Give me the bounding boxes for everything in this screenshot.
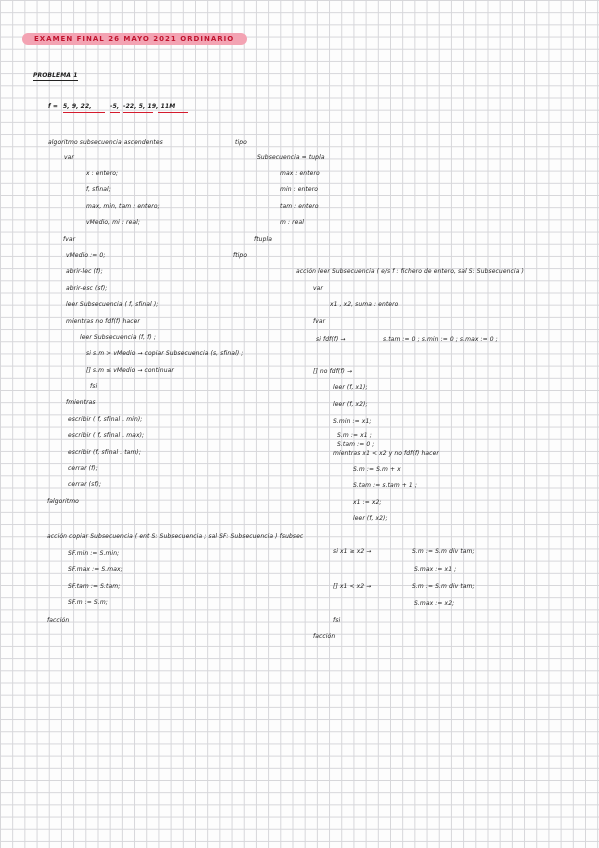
code-line: fsi	[90, 383, 98, 390]
code-line: S.m := S.m div tam;	[412, 583, 475, 590]
code-line: fmientras	[66, 399, 96, 406]
code-line: si fdf(f) →	[316, 336, 346, 343]
code-line: var	[64, 154, 74, 161]
code-line: si x1 ≥ x2 →	[333, 548, 372, 555]
code-line: escribir ( f, sfinal . min);	[68, 416, 143, 423]
code-line: algoritmo subsecuencia ascendentes	[48, 139, 163, 146]
code-line: abrir-lec (f);	[66, 268, 103, 275]
exam-title: EXAMEN FINAL 26 MAYO 2021 ORDINARIO	[34, 35, 235, 43]
code-line: max : entero	[280, 170, 320, 177]
code-line: abrir-esc (sf);	[66, 285, 108, 292]
code-line: SF.max := S.max;	[68, 566, 123, 573]
code-line: SF.m := S.m;	[68, 599, 108, 606]
code-line: x1 , x2, suma : entero	[330, 301, 399, 308]
red-underline	[110, 112, 120, 113]
code-line: S.min := x1;	[333, 418, 372, 425]
code-line: s.tam := 0 ; s.min := 0 ; s.max := 0 ;	[383, 336, 498, 343]
code-line: fvar	[313, 318, 326, 325]
code-line: S.m := x1 ;	[337, 432, 372, 439]
code-line: escribir (f, sfinal . tam);	[68, 449, 141, 456]
red-underline	[63, 112, 105, 113]
red-underline	[123, 112, 153, 113]
code-line: f, sfinal;	[86, 186, 111, 193]
code-line: S.m := S.m div tam;	[412, 548, 475, 555]
sequence-value-3: -22, 5, 19, 11M	[123, 103, 176, 110]
code-line: S.tam := 0 ;	[337, 441, 375, 448]
code-line: S.tam := s.tam + 1 ;	[353, 482, 417, 489]
code-line: mientras no fdf(f) hacer	[66, 318, 140, 325]
code-line: fvar	[63, 236, 76, 243]
title-highlight	[22, 33, 247, 45]
code-line: mientras x1 < x2 y no fdf(f) hacer	[333, 450, 439, 457]
code-line: facción	[47, 617, 70, 624]
code-line: S.m := S.m + x	[353, 466, 401, 473]
code-line: SF.min := S.min;	[68, 550, 120, 557]
code-line: vMedio, mi : real;	[86, 219, 141, 226]
code-line: tam : entero	[280, 203, 319, 210]
code-line: leer (f, x1);	[333, 384, 368, 391]
code-line: min : entero	[280, 186, 319, 193]
code-line: leer Subsecuencia ( f, sfinal );	[66, 301, 159, 308]
code-line: [] s.m ≤ vMedio → continuar	[86, 367, 174, 374]
code-line: cerrar (f);	[68, 465, 98, 472]
code-line: ftipo	[233, 252, 248, 259]
code-line: acción leer Subsecuencia ( e/s f : fichero de entero, sal S: Subsecuencia )	[296, 268, 524, 275]
code-line: SF.tam := S.tam;	[68, 583, 121, 590]
code-line: vMedio := 0;	[66, 252, 106, 259]
code-line: ftupla	[254, 236, 273, 243]
red-underline	[158, 112, 188, 113]
code-line: leer Subsecuencia (f, f) ;	[80, 334, 156, 341]
code-line: max, min, tam : entero;	[86, 203, 160, 210]
code-line: tipo	[235, 139, 247, 146]
code-line: var	[313, 285, 323, 292]
code-line: si s.m > vMedio → copiar Subsecuencia (s, sfinal) ;	[86, 350, 244, 357]
code-line: leer (f, x2);	[333, 401, 368, 408]
code-line: Subsecuencia = tupla	[257, 154, 325, 161]
code-line: x1 := x2;	[353, 499, 382, 506]
code-line: m : real	[280, 219, 304, 226]
problem-heading: PROBLEMA 1	[33, 72, 78, 79]
code-line: [] no fdf(f) →	[313, 368, 353, 375]
code-line: cerrar (sf);	[68, 481, 102, 488]
code-line: [] x1 < x2 →	[333, 583, 372, 590]
code-line: facción	[313, 633, 336, 640]
code-line: escribir ( f, sfinal . max);	[68, 432, 145, 439]
code-line: falgoritmo	[47, 498, 79, 505]
code-line: acción copiar Subsecuencia ( ent S: Subsecuencia ; sal SF: Subsecuencia ) fsubsec	[47, 533, 304, 540]
code-line: fsi	[333, 617, 341, 624]
code-line: x : entero;	[86, 170, 119, 177]
sequence-prefix: f =	[48, 103, 59, 110]
code-line: leer (f, x2);	[353, 515, 388, 522]
sequence-value-1: 5, 9, 22,	[63, 103, 92, 110]
code-line: S.max := x1 ;	[414, 566, 457, 573]
sequence-value-2: -5,	[110, 103, 120, 110]
code-line: S.max := x2;	[414, 600, 455, 607]
